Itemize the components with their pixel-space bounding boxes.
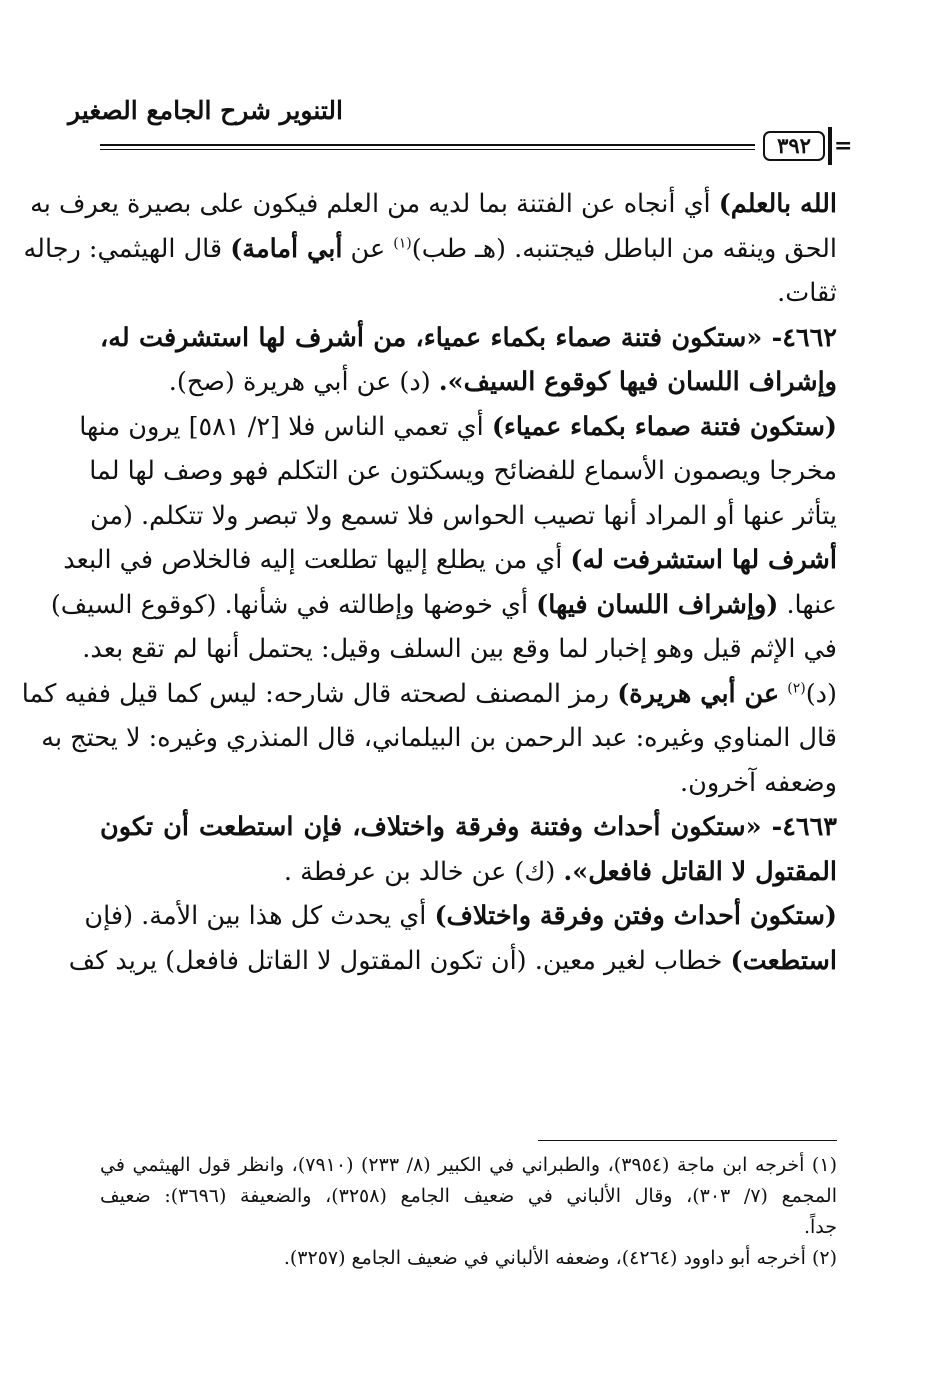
footnotes-line — [100, 1212, 837, 1243]
text-run: أي يحدث كل هذا بين الأمة. (فإن — [84, 901, 435, 931]
bold-run: ٤٦٦٣- «ستكون أحداث وفتنة وفرقة واختلاف، فإن استطعت أن تكون — [100, 812, 837, 842]
bold-run: (ستكون فتنة صماء بكماء عمياء) — [491, 411, 837, 442]
text-run: أي من يطلع إليها تطلعت إليه فالخلاص في البعد — [63, 545, 571, 575]
body-line — [100, 761, 837, 806]
text-run: (د) — [805, 678, 837, 709]
bold-run: (وإشراف اللسان فيها) — [536, 589, 779, 620]
text-run: في الإثم قيل وهو إخبار لما وقع بين السلف وقيل: يحتمل أنها لم تقع بعد. — [82, 634, 837, 664]
body-line — [100, 805, 837, 850]
text-run: المجمع (٧/ ٣٠٣)، وقال الألباني في ضعيف الجامع (٣٢٥٨)، والضعيفة (٣٦٩٦): ضعيف — [100, 1185, 837, 1207]
text-run: (ك) عن خالد بن عرفطة . — [283, 856, 564, 887]
footnote-separator — [538, 1140, 837, 1141]
text-run: مخرجا ويصمون الأسماع للفضائح ويسكتون عن التكلم فهو وصف لها لما — [89, 456, 837, 486]
text-run: أي تعمي الناس فلا [٢/ ٥٨١] يرون منها — [79, 411, 492, 442]
text-run: الحق وينقه من الباطل فيجتنبه. (هـ طب) — [411, 233, 837, 264]
text-run: أي خوضها وإطالته في شأنها. (كوقوع السيف) — [50, 589, 537, 620]
footnotes-line — [100, 1243, 837, 1274]
body-line — [41, 716, 837, 761]
body-line — [89, 449, 837, 494]
text-run: يتأثر عنها أو المراد أنها تصيب الحواس فلا تسمع ولا تبصر ولا تتكلم. (من — [89, 500, 837, 531]
running-header-title: التنوير شرح الجامع الصغير — [68, 96, 343, 125]
body-line — [100, 360, 837, 405]
body-line — [21, 672, 837, 717]
body-line — [100, 850, 837, 895]
page-number-bar — [828, 127, 832, 165]
text-run: (د) عن أبي هريرة (صح). — [168, 367, 439, 397]
text-run: (٢) أخرجه أبو داوود (٤٢٦٤)، وضعفه الألباني في ضعيف الجامع (٣٢٥٧). — [283, 1247, 837, 1269]
text-run: وضعفه آخرون. — [679, 767, 837, 798]
body-line — [30, 182, 837, 227]
page-number-dash: = — [834, 133, 853, 159]
bold-run: وإشراف اللسان فيها كوقوع السيف». — [438, 367, 837, 397]
bold-run: الله بالعلم) — [718, 189, 837, 219]
header-rule-thin — [100, 149, 755, 150]
footnote-marker: (٢) — [787, 680, 806, 696]
header-rule — [100, 144, 755, 150]
body-line — [100, 316, 837, 361]
bold-run: المقتول لا القاتل فافعل». — [563, 856, 837, 887]
page-number-box: ٣٩٢ — [763, 131, 825, 161]
text-run: (١) أخرجه ابن ماجة (٣٩٥٤)، والطبراني في الكبير (٨/ ٢٣٣) (٧٩١٠)، وانظر قول الهيثمي في — [100, 1154, 837, 1176]
body-line — [82, 627, 837, 672]
bold-run: أبي أمامة) — [230, 233, 343, 264]
body-line — [84, 894, 837, 939]
bold-run: (ستكون أحداث وفتن وفرقة واختلاف) — [434, 901, 837, 931]
body-line — [50, 583, 837, 628]
body-text — [21, 182, 837, 983]
footnotes-line — [100, 1150, 837, 1181]
text-run: قال المناوي وغيره: عبد الرحمن بن البيلماني، قال المنذري وغيره: لا يحتج به — [41, 723, 837, 753]
body-line — [100, 271, 837, 316]
bold-run: عن أبي هريرة) — [617, 678, 780, 709]
bold-run: استطعت) — [730, 945, 837, 976]
body-line — [63, 538, 837, 583]
body-line — [23, 227, 837, 272]
body-line — [79, 405, 837, 450]
text-run: ثقات. — [777, 278, 837, 308]
header-rule-thick — [100, 144, 755, 146]
text-run: عنها. — [778, 589, 837, 620]
body-line — [68, 939, 837, 984]
text-run: خطاب لغير معين. (أن تكون المقتول لا القاتل فافعل) يريد كف — [68, 945, 731, 976]
text-run: أي أنجاه عن الفتنة بما لديه من العلم فيكون على بصيرة يعرف به — [30, 189, 719, 219]
footnotes — [100, 1150, 837, 1274]
text-run: قال الهيثمي: رجاله — [23, 233, 231, 264]
text-run: جداً. — [803, 1216, 837, 1238]
bold-run: أشرف لها استشرفت له) — [570, 545, 837, 575]
body-line — [89, 494, 837, 539]
text-run: عن — [342, 233, 394, 264]
text-run: رمز المصنف لصحته قال شارحه: ليس كما قيل ففيه كما — [21, 678, 618, 709]
footnotes-line — [100, 1181, 837, 1212]
footnote-marker: (١) — [393, 235, 412, 251]
bold-run: ٤٦٦٢- «ستكون فتنة صماء بكماء عمياء، من أشرف لها استشرفت له، — [100, 322, 837, 353]
